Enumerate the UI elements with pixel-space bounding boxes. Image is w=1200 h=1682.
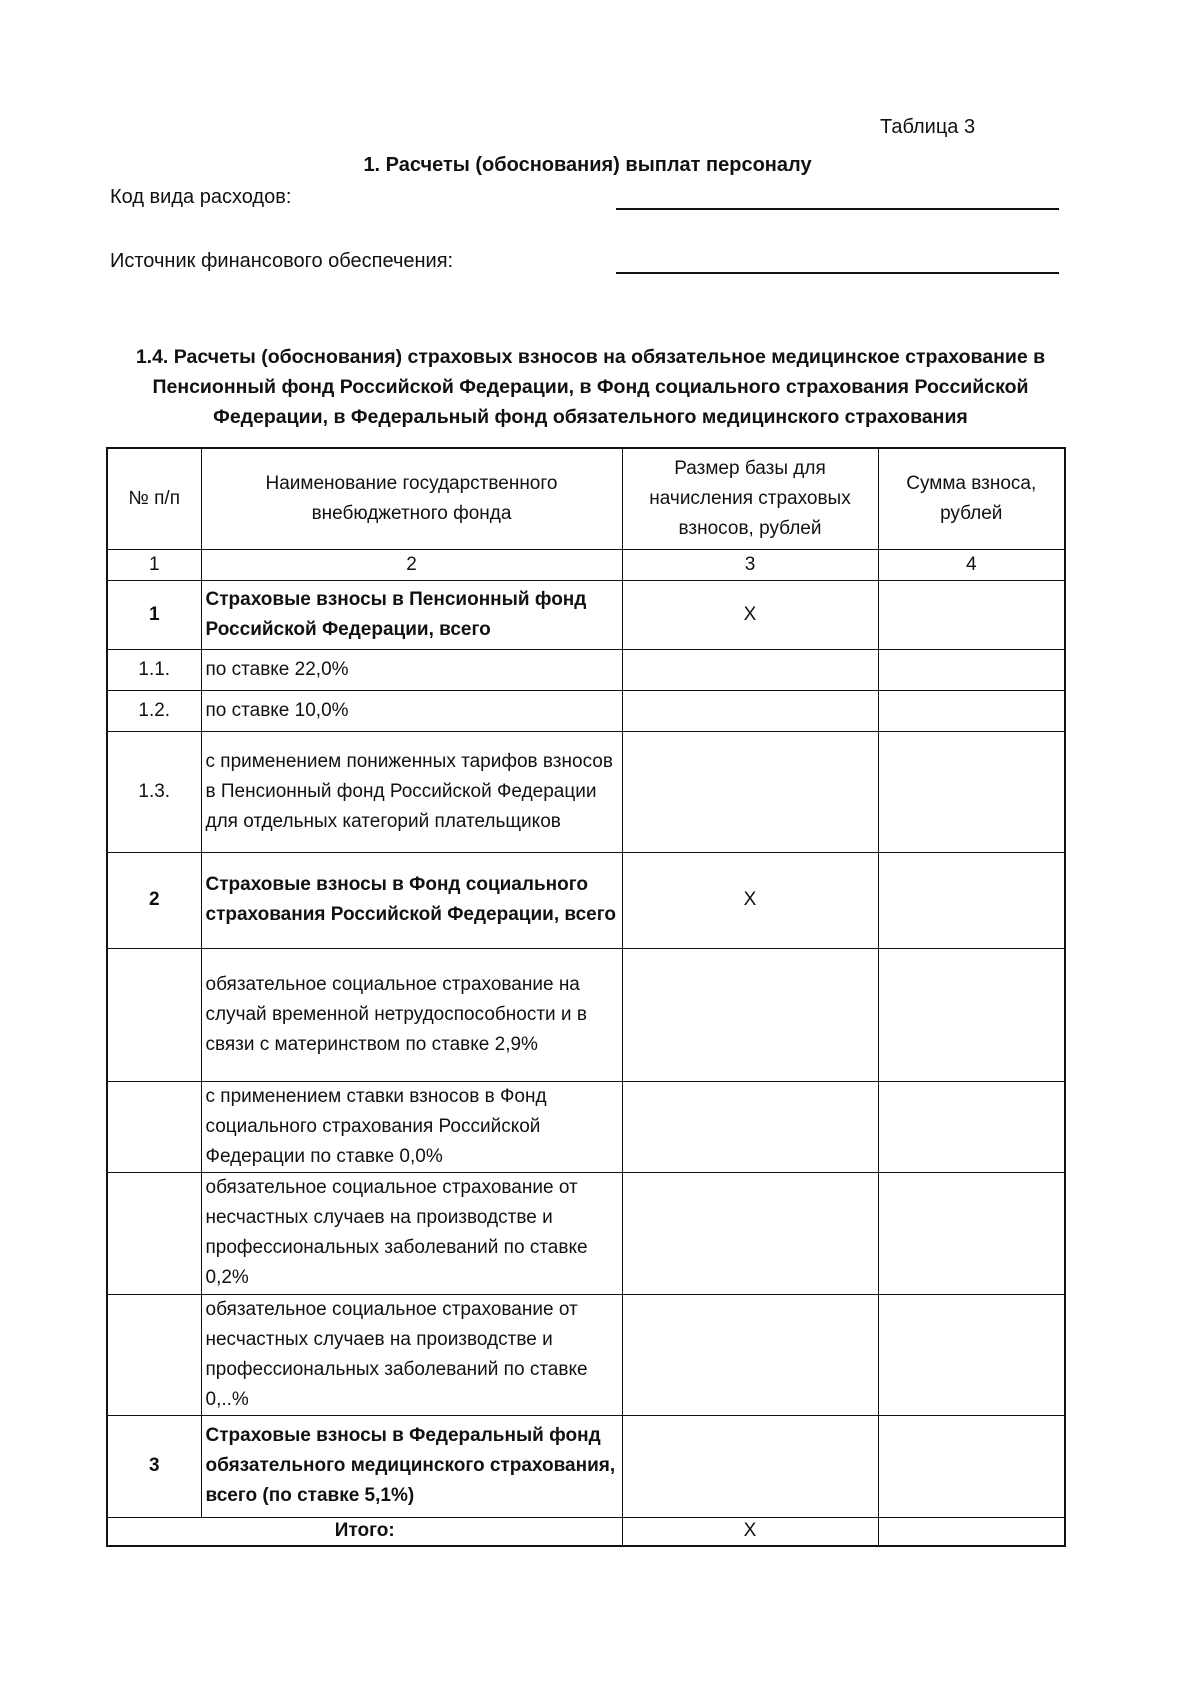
expense-code-line	[616, 208, 1059, 210]
row-number	[107, 1294, 201, 1415]
row-base-value	[622, 948, 878, 1081]
row-number	[107, 948, 201, 1081]
total-label: Итого:	[107, 1517, 622, 1546]
table-row	[107, 852, 1065, 948]
expense-code-label: Код вида расходов:	[110, 186, 292, 208]
column-index: 2	[201, 549, 622, 580]
table-row	[107, 948, 1065, 1081]
row-name: Страховые взносы в Федеральный фонд обязательного медицинского страхования, всего (по ставке 5,1%)	[201, 1415, 622, 1517]
row-number: 1.3.	[107, 731, 201, 852]
row-base-value: X	[622, 580, 878, 649]
row-number: 1.2.	[107, 690, 201, 731]
funding-source-row	[110, 250, 1060, 280]
funding-source-label: Источник финансового обеспечения:	[110, 250, 454, 272]
row-sum-value	[878, 1415, 1065, 1517]
row-name: Страховые взносы в Фонд социального страхования Российской Федерации, всего	[201, 852, 622, 948]
subsection-title	[108, 342, 1073, 432]
table-header-row	[107, 448, 1065, 549]
row-sum-value	[878, 948, 1065, 1081]
row-sum-value	[878, 852, 1065, 948]
table-row	[107, 580, 1065, 649]
row-base-value	[622, 1172, 878, 1294]
row-base-value	[622, 1081, 878, 1172]
row-sum-value	[878, 1294, 1065, 1415]
column-header: Наименование государственного внебюджетного фонда	[201, 448, 622, 549]
row-name: Страховые взносы в Пенсионный фонд Российской Федерации, всего	[201, 580, 622, 649]
column-index-row	[107, 549, 1065, 580]
row-number	[107, 1081, 201, 1172]
row-sum-value	[878, 1172, 1065, 1294]
table-row	[107, 731, 1065, 852]
table-row	[107, 690, 1065, 731]
column-header: Сумма взноса, рублей	[878, 448, 1065, 549]
row-base-value	[622, 731, 878, 852]
contributions-table	[106, 447, 1066, 1547]
row-name: обязательное социальное страхование на случай временной нетрудоспособности и в связи с материнством по ставке 2,9%	[201, 948, 622, 1081]
table-number: Таблица 3	[880, 116, 976, 138]
row-sum-value	[878, 690, 1065, 731]
row-name: с применением пониженных тарифов взносов в Пенсионный фонд Российской Федерации для отдельных категорий плательщиков	[201, 731, 622, 852]
subsection-title-line: Федерации, в Федеральный фонд обязательного медицинского страхования	[213, 406, 968, 428]
row-number: 1.1.	[107, 649, 201, 690]
total-row	[107, 1517, 1065, 1546]
row-number: 1	[107, 580, 201, 649]
column-header: № п/п	[107, 448, 201, 549]
subsection-title-line: Пенсионный фонд Российской Федерации, в Фонд социального страхования Российской	[152, 376, 1029, 398]
row-sum-value	[878, 580, 1065, 649]
row-number: 3	[107, 1415, 201, 1517]
row-name: по ставке 10,0%	[201, 690, 622, 731]
total-base-value: X	[622, 1517, 878, 1546]
row-base-value	[622, 1294, 878, 1415]
row-name: с применением ставки взносов в Фонд социального страхования Российской Федерации по ставке 0,0%	[201, 1081, 622, 1172]
row-sum-value	[878, 649, 1065, 690]
row-name: обязательное социальное страхование от несчастных случаев на производстве и профессиональных заболеваний по ставке 0,..%	[201, 1294, 622, 1415]
row-base-value: X	[622, 852, 878, 948]
total-sum-value	[878, 1517, 1065, 1546]
row-base-value	[622, 1415, 878, 1517]
row-base-value	[622, 649, 878, 690]
subsection-title-line: 1.4. Расчеты (обоснования) страховых взносов на обязательное медицинское страхование в	[135, 346, 1046, 368]
table-row	[107, 1415, 1065, 1517]
section-title: 1. Расчеты (обоснования) выплат персоналу	[363, 154, 812, 176]
row-base-value	[622, 690, 878, 731]
column-index: 3	[622, 549, 878, 580]
expense-code-row	[110, 186, 1060, 216]
row-sum-value	[878, 1081, 1065, 1172]
table-row	[107, 1172, 1065, 1294]
column-header: Размер базы для начисления страховых взносов, рублей	[622, 448, 878, 549]
column-index: 4	[878, 549, 1065, 580]
table-row	[107, 1294, 1065, 1415]
row-number	[107, 1172, 201, 1294]
row-name: обязательное социальное страхование от несчастных случаев на производстве и профессиональных заболеваний по ставке 0,2%	[201, 1172, 622, 1294]
column-index: 1	[107, 549, 201, 580]
table-row	[107, 649, 1065, 690]
row-name: по ставке 22,0%	[201, 649, 622, 690]
funding-source-line	[616, 272, 1059, 274]
table-row	[107, 1081, 1065, 1172]
row-number: 2	[107, 852, 201, 948]
row-sum-value	[878, 731, 1065, 852]
